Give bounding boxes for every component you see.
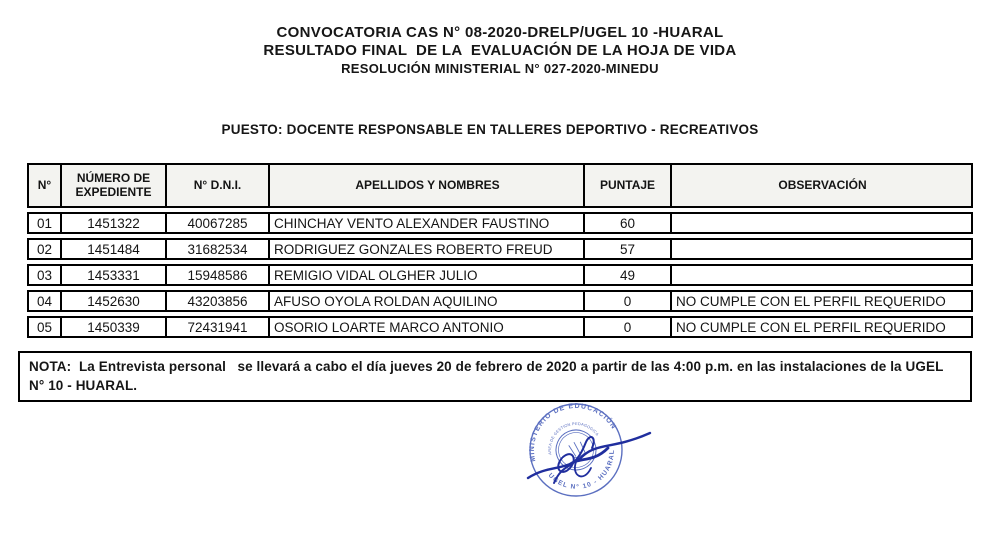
position-title: PUESTO: DOCENTE RESPONSABLE EN TALLERES DEPORTIVO - RECREATIVOS xyxy=(221,122,759,137)
cell-numero: 01 xyxy=(36,215,53,231)
cell-observacion xyxy=(670,266,971,284)
header-cell-expediente: NÚMERO DE EXPEDIENTE xyxy=(60,165,165,206)
document-title-line2: RESULTADO FINAL DE LA EVALUACIÓN DE LA HOJA DE VIDA xyxy=(263,42,737,59)
cell-puntaje: 49 xyxy=(583,266,670,284)
cell-numero: 03 xyxy=(36,267,53,283)
cell-dni: 72431941 xyxy=(165,318,268,336)
cell-dni: 43203856 xyxy=(165,292,268,310)
table-row xyxy=(27,238,973,260)
cell-expediente: 1450339 xyxy=(60,318,165,336)
stamp-seal xyxy=(515,398,637,510)
cell-apellidos: REMIGIO VIDAL OLGHER JULIO xyxy=(268,266,583,284)
cell-dni: 31682534 xyxy=(165,240,268,258)
cell-observacion xyxy=(670,214,971,232)
results-table xyxy=(27,163,973,338)
header-cell-dni: N° D.N.I. xyxy=(165,165,268,206)
document-title-line3: RESOLUCIÓN MINISTERIAL N° 027-2020-MINEDU xyxy=(341,61,659,76)
cell-numero: 04 xyxy=(36,293,53,309)
cell-puntaje: 57 xyxy=(583,240,670,258)
cell-numero: 02 xyxy=(36,241,53,257)
cell-apellidos: OSORIO LOARTE MARCO ANTONIO xyxy=(268,318,583,336)
header-cell-apellidos: APELLIDOS Y NOMBRES xyxy=(268,165,583,206)
cell-expediente: 1452630 xyxy=(60,292,165,310)
cell-observacion xyxy=(670,240,971,258)
stamp-inner-text: AREA DE GESTION PEDAGOGICA xyxy=(546,420,601,456)
table-row xyxy=(27,290,973,312)
cell-puntaje: 60 xyxy=(583,214,670,232)
table-header-row xyxy=(27,163,973,208)
cell-expediente: 1451484 xyxy=(60,240,165,258)
stamp-graphic xyxy=(498,398,674,532)
cell-observacion: NO CUMPLE CON EL PERFIL REQUERIDO xyxy=(670,318,971,336)
cell-expediente: 1451322 xyxy=(60,214,165,232)
header-cell-puntaje: PUNTAJE xyxy=(583,165,670,206)
document-title-block xyxy=(0,24,1000,77)
cell-puntaje: 0 xyxy=(583,292,670,310)
stamp-bottom-text: UGEL N° 10 - HUARAL xyxy=(546,449,616,491)
table-row xyxy=(27,264,973,286)
official-stamp xyxy=(498,398,674,532)
document-title-line1: CONVOCATORIA CAS N° 08-2020-DRELP/UGEL 10 -HUARAL xyxy=(276,24,724,41)
cell-observacion: NO CUMPLE CON EL PERFIL REQUERIDO xyxy=(670,292,971,310)
table-row xyxy=(27,212,973,234)
header-cell-numero: N° xyxy=(37,177,52,192)
header-cell-observacion: OBSERVACIÓN xyxy=(670,165,971,206)
cell-apellidos: CHINCHAY VENTO ALEXANDER FAUSTINO xyxy=(268,214,583,232)
stamp-top-text: MINISTERIO DE EDUCACIÓN xyxy=(528,402,618,463)
cell-apellidos: RODRIGUEZ GONZALES ROBERTO FREUD xyxy=(268,240,583,258)
cell-dni: 40067285 xyxy=(165,214,268,232)
cell-dni: 15948586 xyxy=(165,266,268,284)
cell-numero: 05 xyxy=(36,319,53,335)
table-row xyxy=(27,316,973,338)
cell-puntaje: 0 xyxy=(583,318,670,336)
note-box: NOTA: La Entrevista personal se llevará a cabo el día jueves 20 de febrero de 2020 a partir de las 4:00 p.m. en las instalaciones de la UGEL N° 10 - HUARAL. xyxy=(18,351,972,402)
cell-apellidos: AFUSO OYOLA ROLDAN AQUILINO xyxy=(268,292,583,310)
cell-expediente: 1453331 xyxy=(60,266,165,284)
signature-scribble xyxy=(528,433,650,483)
